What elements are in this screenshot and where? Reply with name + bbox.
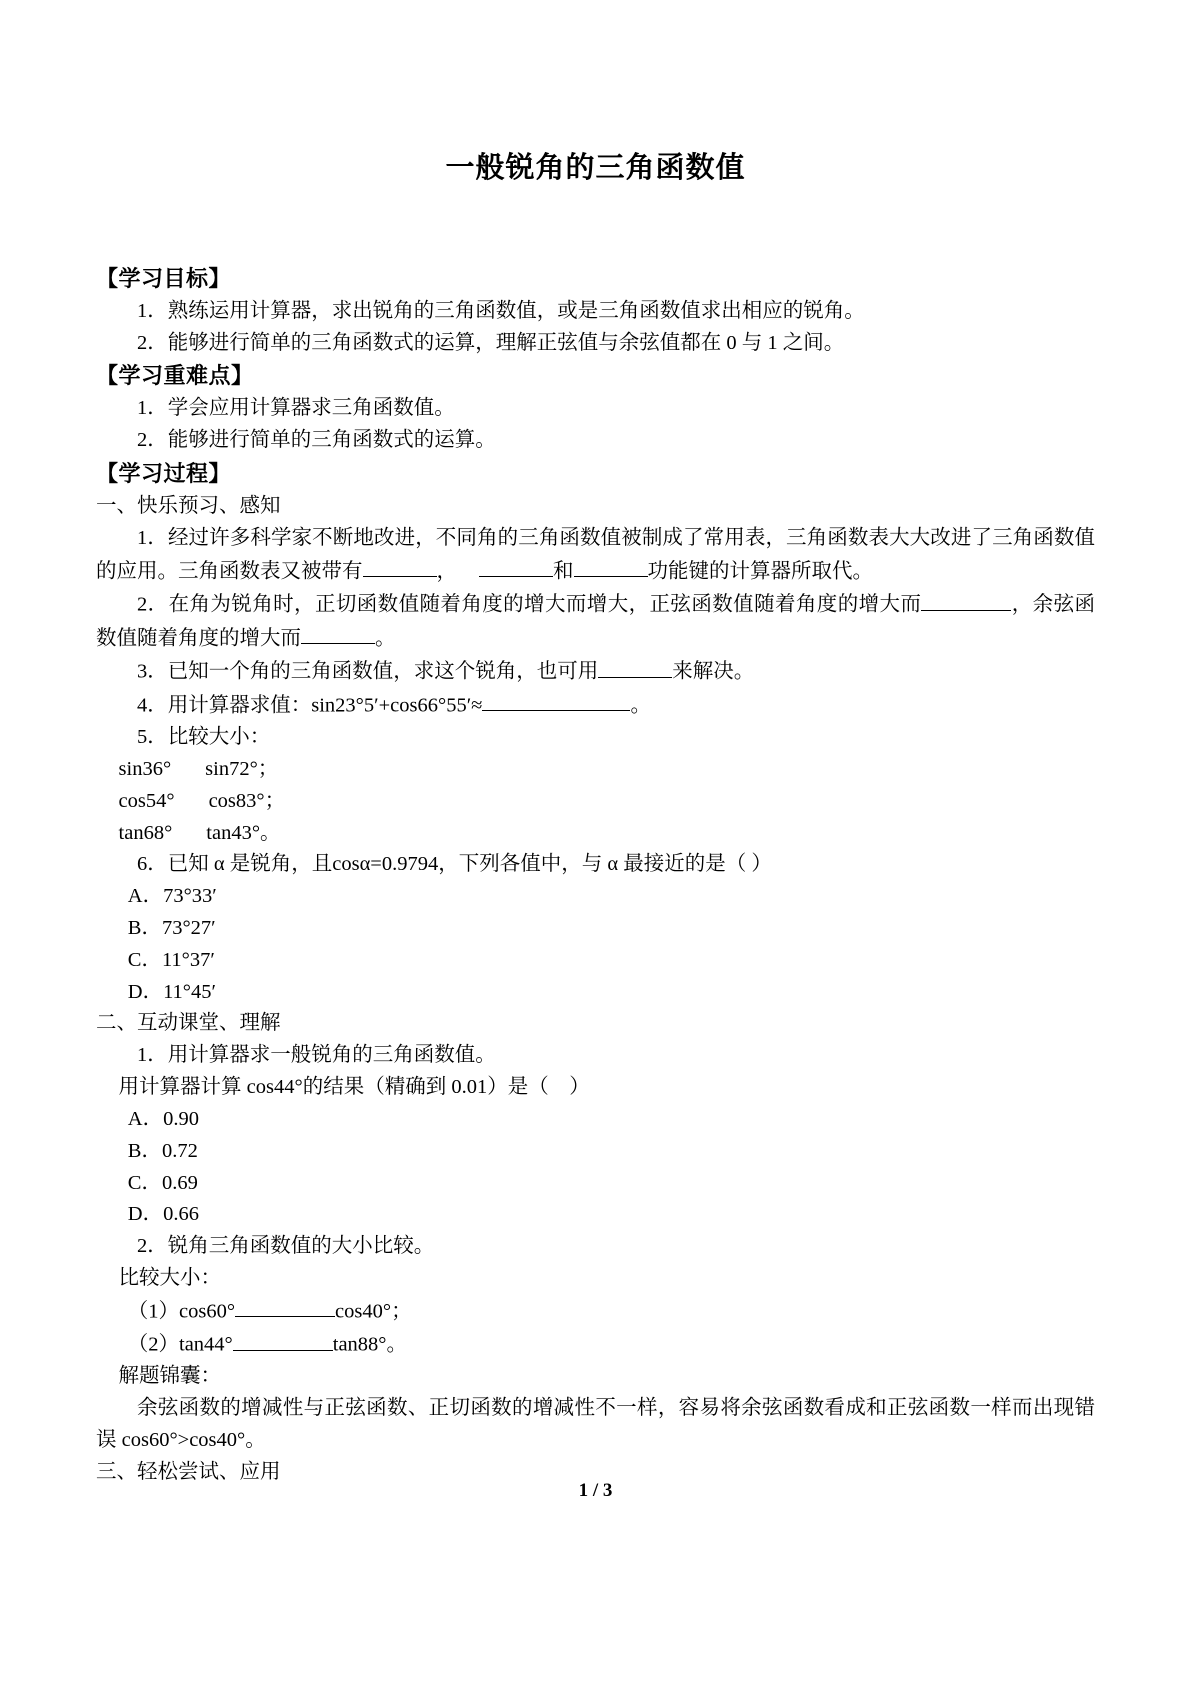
compare-row-3-left: tan68° — [118, 821, 173, 844]
part-two-q1-option-a[interactable]: A．0.90 — [127, 1107, 199, 1130]
compare-row-2-right: cos83°； — [208, 789, 286, 812]
question-6-option-a[interactable]: A．73°33′ — [127, 885, 217, 908]
question-6-option-b[interactable]: B．73°27′ — [127, 917, 216, 940]
tip-text: 余弦函数的增减性与正弦函数、正切函数的增减性不一样，容易将余弦函数看成和正弦函数一样而出现错误 cos60°>cos40°。 — [96, 1397, 1095, 1452]
part-two-q2-sub-1 — [96, 1295, 1095, 1328]
question-2-text-b: ，余弦函数值随着角度的增大而 — [96, 593, 1096, 650]
question-6-option-c[interactable]: C．11°37′ — [127, 948, 215, 971]
sub-1-post: cos40°； — [335, 1300, 412, 1323]
answer-blank-3[interactable] — [598, 655, 672, 678]
answer-blank-cmp-1[interactable] — [235, 1295, 335, 1318]
process-question-4 — [96, 689, 1095, 722]
answer-blank-1c[interactable] — [574, 555, 648, 578]
question-4-text-a: 4．用计算器求值：sin23°5′+cos66°55′≈ — [137, 694, 483, 717]
part-two-question-1-title: 1．用计算器求一般锐角的三角函数值。 — [137, 1044, 496, 1067]
compare-row-2-left: cos54° — [118, 789, 175, 812]
compare-row-1-right: sin72°； — [205, 758, 279, 781]
answer-blank-cmp-2[interactable] — [233, 1328, 333, 1351]
subsection-heading-part-two: 二、互动课堂、理解 — [96, 1012, 281, 1035]
process-question-5-label: 5．比较大小： — [137, 726, 271, 749]
objective-item-2: 2．能够进行简单的三角函数式的运算，理解正弦值与余弦值都在 0 与 1 之间。 — [137, 331, 845, 354]
compare-row-1-left: sin36° — [118, 758, 172, 781]
question-2-text-a: 2．在角为锐角时，正切函数值随着角度的增大而增大，正弦函数值随着角度的增大而 — [137, 593, 922, 616]
process-question-1 — [96, 523, 1095, 588]
part-two-question-2-label: 比较大小： — [118, 1267, 222, 1290]
process-question-2 — [96, 588, 1095, 655]
answer-blank-2b[interactable] — [301, 622, 375, 645]
answer-blank-1a[interactable] — [363, 555, 437, 578]
answer-blank-4[interactable] — [482, 689, 630, 712]
sub-2-pre: （2）tan44° — [127, 1333, 233, 1356]
page-footer: 1 / 3 — [578, 1480, 613, 1501]
process-question-6-stem: 6．已知 α 是锐角，且cosα=0.9794，下列各值中，与 α 最接近的是（ ） — [137, 853, 772, 876]
key-point-item-2: 2．能够进行简单的三角函数式的运算。 — [137, 429, 496, 452]
answer-blank-1b[interactable] — [479, 555, 553, 578]
part-two-question-1-stem: 用计算器计算 cos44°的结果（精确到 0.01）是（ ） — [118, 1076, 590, 1099]
part-two-q1-option-d[interactable]: D．0.66 — [127, 1203, 199, 1226]
part-two-q2-sub-2 — [96, 1328, 1095, 1361]
question-1-text-b: ， — [436, 560, 457, 583]
page-title: 一般锐角的三角函数值 — [445, 152, 746, 184]
sub-2-post: tan88°。 — [332, 1333, 408, 1356]
subsection-heading-part-one: 一、快乐预习、感知 — [96, 495, 281, 518]
process-question-3 — [96, 655, 1095, 688]
key-point-item-1: 1．学会应用计算器求三角函数值。 — [137, 397, 455, 420]
compare-row-1 — [96, 754, 1095, 786]
question-1-text-d: 功能键的计算器所取代。 — [647, 560, 873, 583]
question-4-text-b: 。 — [630, 694, 651, 717]
sub-1-pre: （1）cos60° — [127, 1300, 236, 1323]
part-two-q1-option-b[interactable]: B．0.72 — [127, 1139, 198, 1162]
section-heading-objectives: 【学习目标】 — [96, 265, 232, 291]
compare-row-3-right: tan43°。 — [206, 821, 281, 844]
compare-row-3 — [96, 818, 1095, 850]
subsection-heading-part-three: 三、轻松尝试、应用 — [96, 1461, 281, 1484]
answer-blank-2a[interactable] — [921, 588, 1011, 611]
objective-item-1: 1．熟练运用计算器，求出锐角的三角函数值，或是三角函数值求出相应的锐角。 — [137, 299, 865, 322]
part-two-q1-option-c[interactable]: C．0.69 — [127, 1171, 198, 1194]
question-1-text-a: 1．经过许多科学家不断地改进，不同角的三角函数值被制成了常用表，三角函数表大大改进了三角函数值的应用。三角函数表又被带有 — [96, 526, 1095, 583]
question-1-text-c: 和 — [553, 560, 574, 583]
question-3-text-b: 来解决。 — [672, 660, 755, 683]
section-heading-process: 【学习过程】 — [96, 460, 232, 486]
question-2-text-c: 。 — [375, 627, 396, 650]
question-6-option-d[interactable]: D．11°45′ — [127, 980, 216, 1003]
section-heading-key-points: 【学习重难点】 — [96, 363, 254, 389]
question-3-text-a: 3．已知一个角的三角函数值，求这个锐角，也可用 — [137, 660, 599, 683]
compare-row-2 — [96, 786, 1095, 818]
tip-label: 解题锦囊： — [118, 1365, 222, 1388]
part-two-question-2-title: 2．锐角三角函数值的大小比较。 — [137, 1235, 435, 1258]
